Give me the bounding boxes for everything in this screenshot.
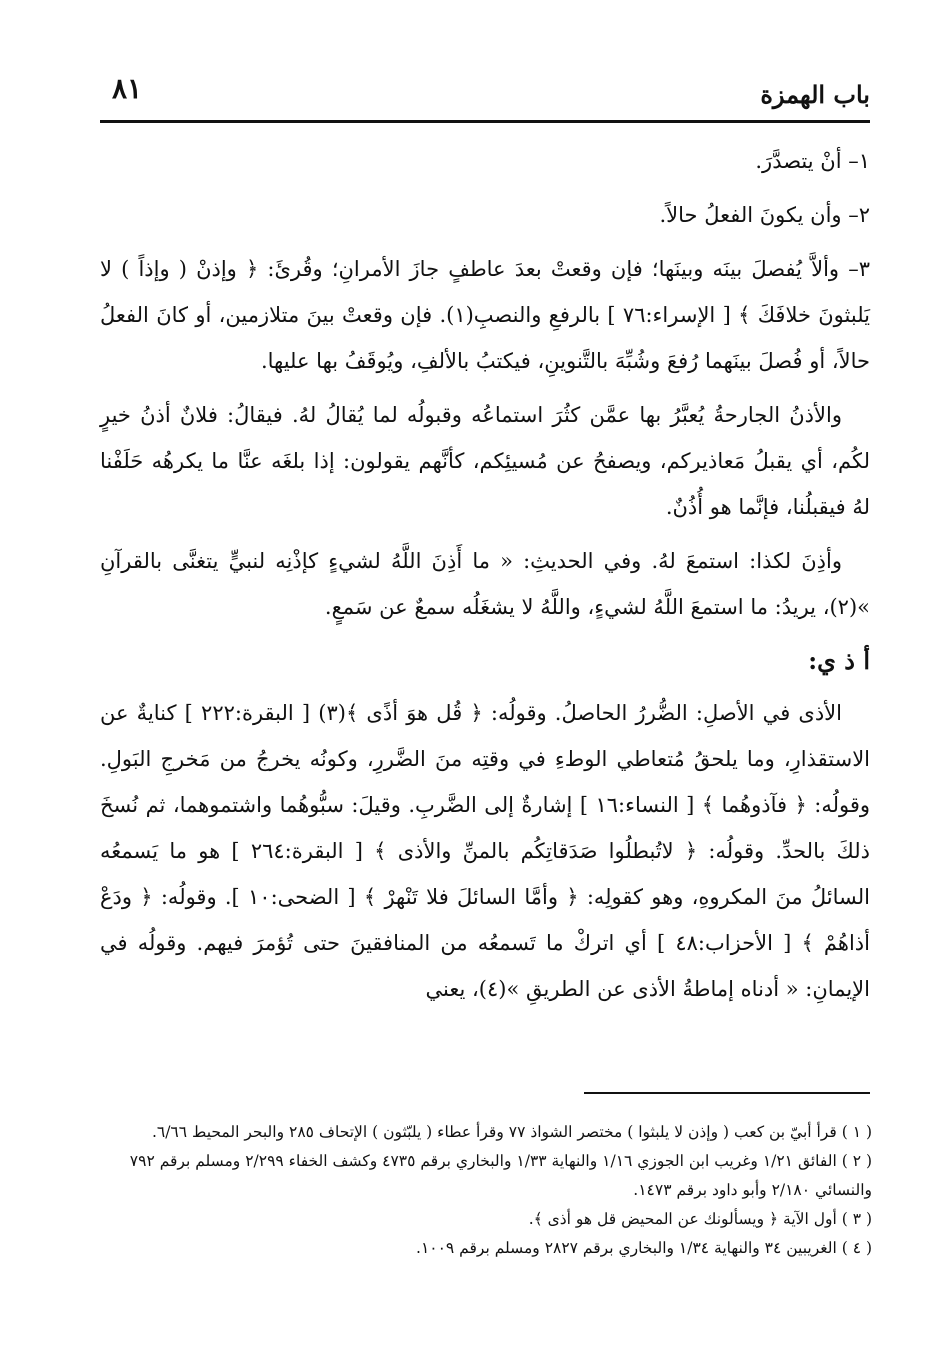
entry-heading-adhy: أ ذ ي:: [808, 646, 870, 675]
footnote-1: ( ١ ) قرأ أبيّ بن كعب ( وإذن لا يلبثوا ) مختصر الشواذ ٧٧ وقرأ عطاء ( يلبّثون ) الإتحاف ٢٨٥ والبحر المحيط ٦/٦٦.: [151, 1123, 872, 1141]
paragraph-adha-definition: الأذى في الأصلِ: الضُّررُ الحاصلُ. وقولُه: ﴿ قُل هوَ أذًى ﴾(٣) [ البقرة:٢٢٢ ] كنايةٌ عن الاستقذارِ، وما يلحقُ مُتعاطي الوطءِ في وقتِه منَ الضَّررِ، وكونُه يخرجُ من مَخرجِ البَولِ. وقولُه: ﴿ فآذوهُما ﴾ [ النساء:١٦ ] إشارةٌ إلى الضَّربِ. وقيلَ: سبُّوهُما واشتموهما، ثم نُسخَ ذلكَ بالحدِّ. وقولُه: ﴿ لاتُبطلُوا صَدَقاتِكُم بالمنِّ والأذى ﴾ [ البقرة:٢٦٤ ] هو ما يَسمعُه السائلُ منَ المكروهِ، وهو كقولِه: ﴿ وأمَّا السائلَ فلا تَنْهرْ ﴾ [ الضحى:١٠ ]. وقولُه: ﴿ ودَعْ أذاهُمْ ﴾ [ الأحزاب:٤٨ ] أي اتركْ ما تَسمعُه من المنافقينَ حتى تُؤمرَ فيهم. وقولُه في الإيمانِ: « أدناه إماطةُ الأذى عن الطريقِ »(٤)، يعني: [100, 701, 871, 1001]
footnote-rule: [584, 1092, 870, 1094]
paragraph-adhina-hadith: وأذِنَ لكذا: استمعَ لهُ. وفي الحديثِ: « ما أَذِنَ اللَّهُ لشيءٍ كإذْنِه لنبيٍّ يتغنَّى بالقرآنِ »(٢)، يريدُ: ما استمعَ اللَّهُ لشيءٍ، واللَّهُ لا يشغَلُه سمعٌ عن سَمعٍ.: [100, 549, 870, 619]
footnote-4: ( ٤ ) الغريبين ٣٤ والنهاية ١/٣٤ والبخاري برقم ٢٨٢٧ ومسلم برقم ١٠٠٩.: [416, 1239, 872, 1257]
footnotes: [100, 1118, 872, 1263]
chapter-title: باب الهمزة: [760, 80, 870, 109]
list-item-1: ١– أنْ يتصدَّرَ.: [755, 149, 870, 173]
paragraph-udhn-organ: والأذنُ الجارحةُ يُعبَّرُ بها عمَّن كثُرَ استماعُه وقبولُه لما يُقالُ لهُ. فيقالُ: فلانٌ أذنُ خيرٍ لكُم، أي يقبلُ مَعاذيركم، ويصفحُ عن مُسيئِكم، كأنَّهم يقولون: إذا بلغَه عنَّا ما يكرهُه حَلَفْنا لهُ فيقبلُنا، فإنَّما هو أُذُنٌ.: [100, 403, 870, 519]
footnote-2: ( ٢ ) الفائق ١/٢١ وغريب ابن الجوزي ١/١٦ والنهاية ١/٣٣ والبخاري برقم ٤٧٣٥ وكشف الخفاء ٢/٢٩٩ ومسلم برقم ٧٩٢ والنسائي ٢/١٨٠ وأبو داود برقم ١٤٧٣.: [129, 1152, 872, 1199]
page-header: [100, 70, 870, 118]
main-text: [100, 138, 870, 1020]
footnote-3: ( ٣ ) أول الآية ﴿ ويسألونك عن المحيض قل هو أذى ﴾.: [528, 1210, 872, 1228]
header-rule: [100, 120, 870, 123]
list-item-2: ٢– وأن يكونَ الفعلُ حالاً.: [659, 203, 870, 227]
list-item-3: ٣– وألاَّ يُفصلَ بينَه وبينَها؛ فإن وقعتْ بعدَ عاطفٍ جازَ الأمرانِ؛ وقُرئَ: ﴿ وإذنْ ( وإذاً ) لا يَلبثونَ خلافَكَ ﴾ [ الإسراء:٧٦ ] بالرفعِ والنصبِ(١). فإن وقعتْ بينَ متلازمين، أو كانَ الفعلُ حالاً، أو فُصلَ بينَهما رُفعَ وشُبِّهَ بالتَّنوينِ، فيكتبُ بالألفِ، ويُوقَفُ بها عليها.: [100, 257, 871, 373]
page-number: ٨١: [112, 72, 143, 105]
